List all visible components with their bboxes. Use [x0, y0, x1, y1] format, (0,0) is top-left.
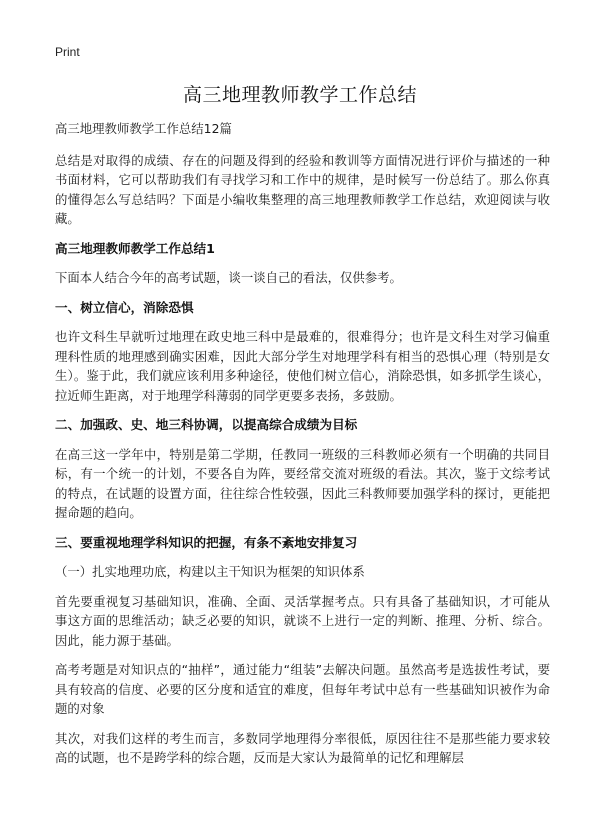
print-label[interactable]: Print — [55, 45, 80, 59]
point-heading-3: 三、要重视地理学科知识的把握，有条不紊地安排复习 — [55, 534, 358, 550]
intro-paragraph: 总结是对取得的成绩、存在的问题及得到的经验和教训等方面情况进行评价与描述的一种书面材料，它可以帮助我们有寻找学习和工作中的规律，是时候写一份总结了。那么你真的懂得怎么写总结吗？下面是小编收集整理的高三地理教师教学工作总结，欢迎阅读与收藏。 — [55, 152, 550, 226]
point-body-3-1: 首先要重视复习基础知识，准确、全面、灵活掌握考点。只有具备了基础知识，才可能从事这方面的思维活动；缺乏必要的知识，就谈不上进行一定的判断、推理、分析、综合。因此，能力源于基础。 — [55, 593, 550, 648]
point-heading-1: 一、树立信心，消除恐惧 — [55, 299, 194, 315]
section-intro-paragraph: 下面本人结合今年的高考试题，谈一谈自己的看法，仅供参考。 — [55, 270, 402, 285]
point-body-3-2: 高考考题是对知识点的“抽样”，通过能力“组装”去解决问题。虽然高考是选拔性考试，要具有较高的信度、必要的区分度和适宜的难度，但每年考试中总有一些基础知识被作为命题的对象 — [55, 662, 550, 716]
page-title: 高三地理教师教学工作总结 — [182, 84, 417, 106]
document-body — [55, 119, 550, 778]
point-subheading-3-1: （一）扎实地理功底，构建以主干知识为框架的知识体系 — [55, 564, 365, 579]
point-body-3-3: 其次，对我们这样的考生而言，多数同学地理得分率很低，原因往往不是那些能力要求较高的试题，也不是跨学科的综合题，反而是大家认为最简单的记忆和理解层 — [55, 730, 550, 765]
point-heading-2: 二、加强政、史、地三科协调，以提高综合成绩为目标 — [55, 417, 358, 432]
point-body-1: 也许文科生早就听过地理在政史地三科中是最难的，很难得分；也许是文科生对学习偏重理科性质的地理感到确实困难，因此大部分学生对地理学科有相当的恐惧心理（特别是女生）。鉴于此，我们就应该利用多种途径，使他们树立信心，消除恐惧，如多抓学生谈心，拉近师生距离，对于地理学科薄弱的同学更要多表扬，多鼓励。 — [55, 329, 550, 403]
document-subtitle: 高三地理教师教学工作总结12篇 — [55, 121, 232, 136]
point-body-2: 在高三这一学年中，特别是第二学期，任教同一班级的三科教师必须有一个明确的共同目标，有一个统一的计划，不要各自为阵，要经常交流对班级的看法。其次，鉴于文综考试的特点，在试题的设置方面，往往综合性较强，因此三科教师要加强学科的探讨，更能把握命题的趋向。 — [55, 446, 550, 520]
section-heading: 高三地理教师教学工作总结1 — [55, 240, 215, 256]
